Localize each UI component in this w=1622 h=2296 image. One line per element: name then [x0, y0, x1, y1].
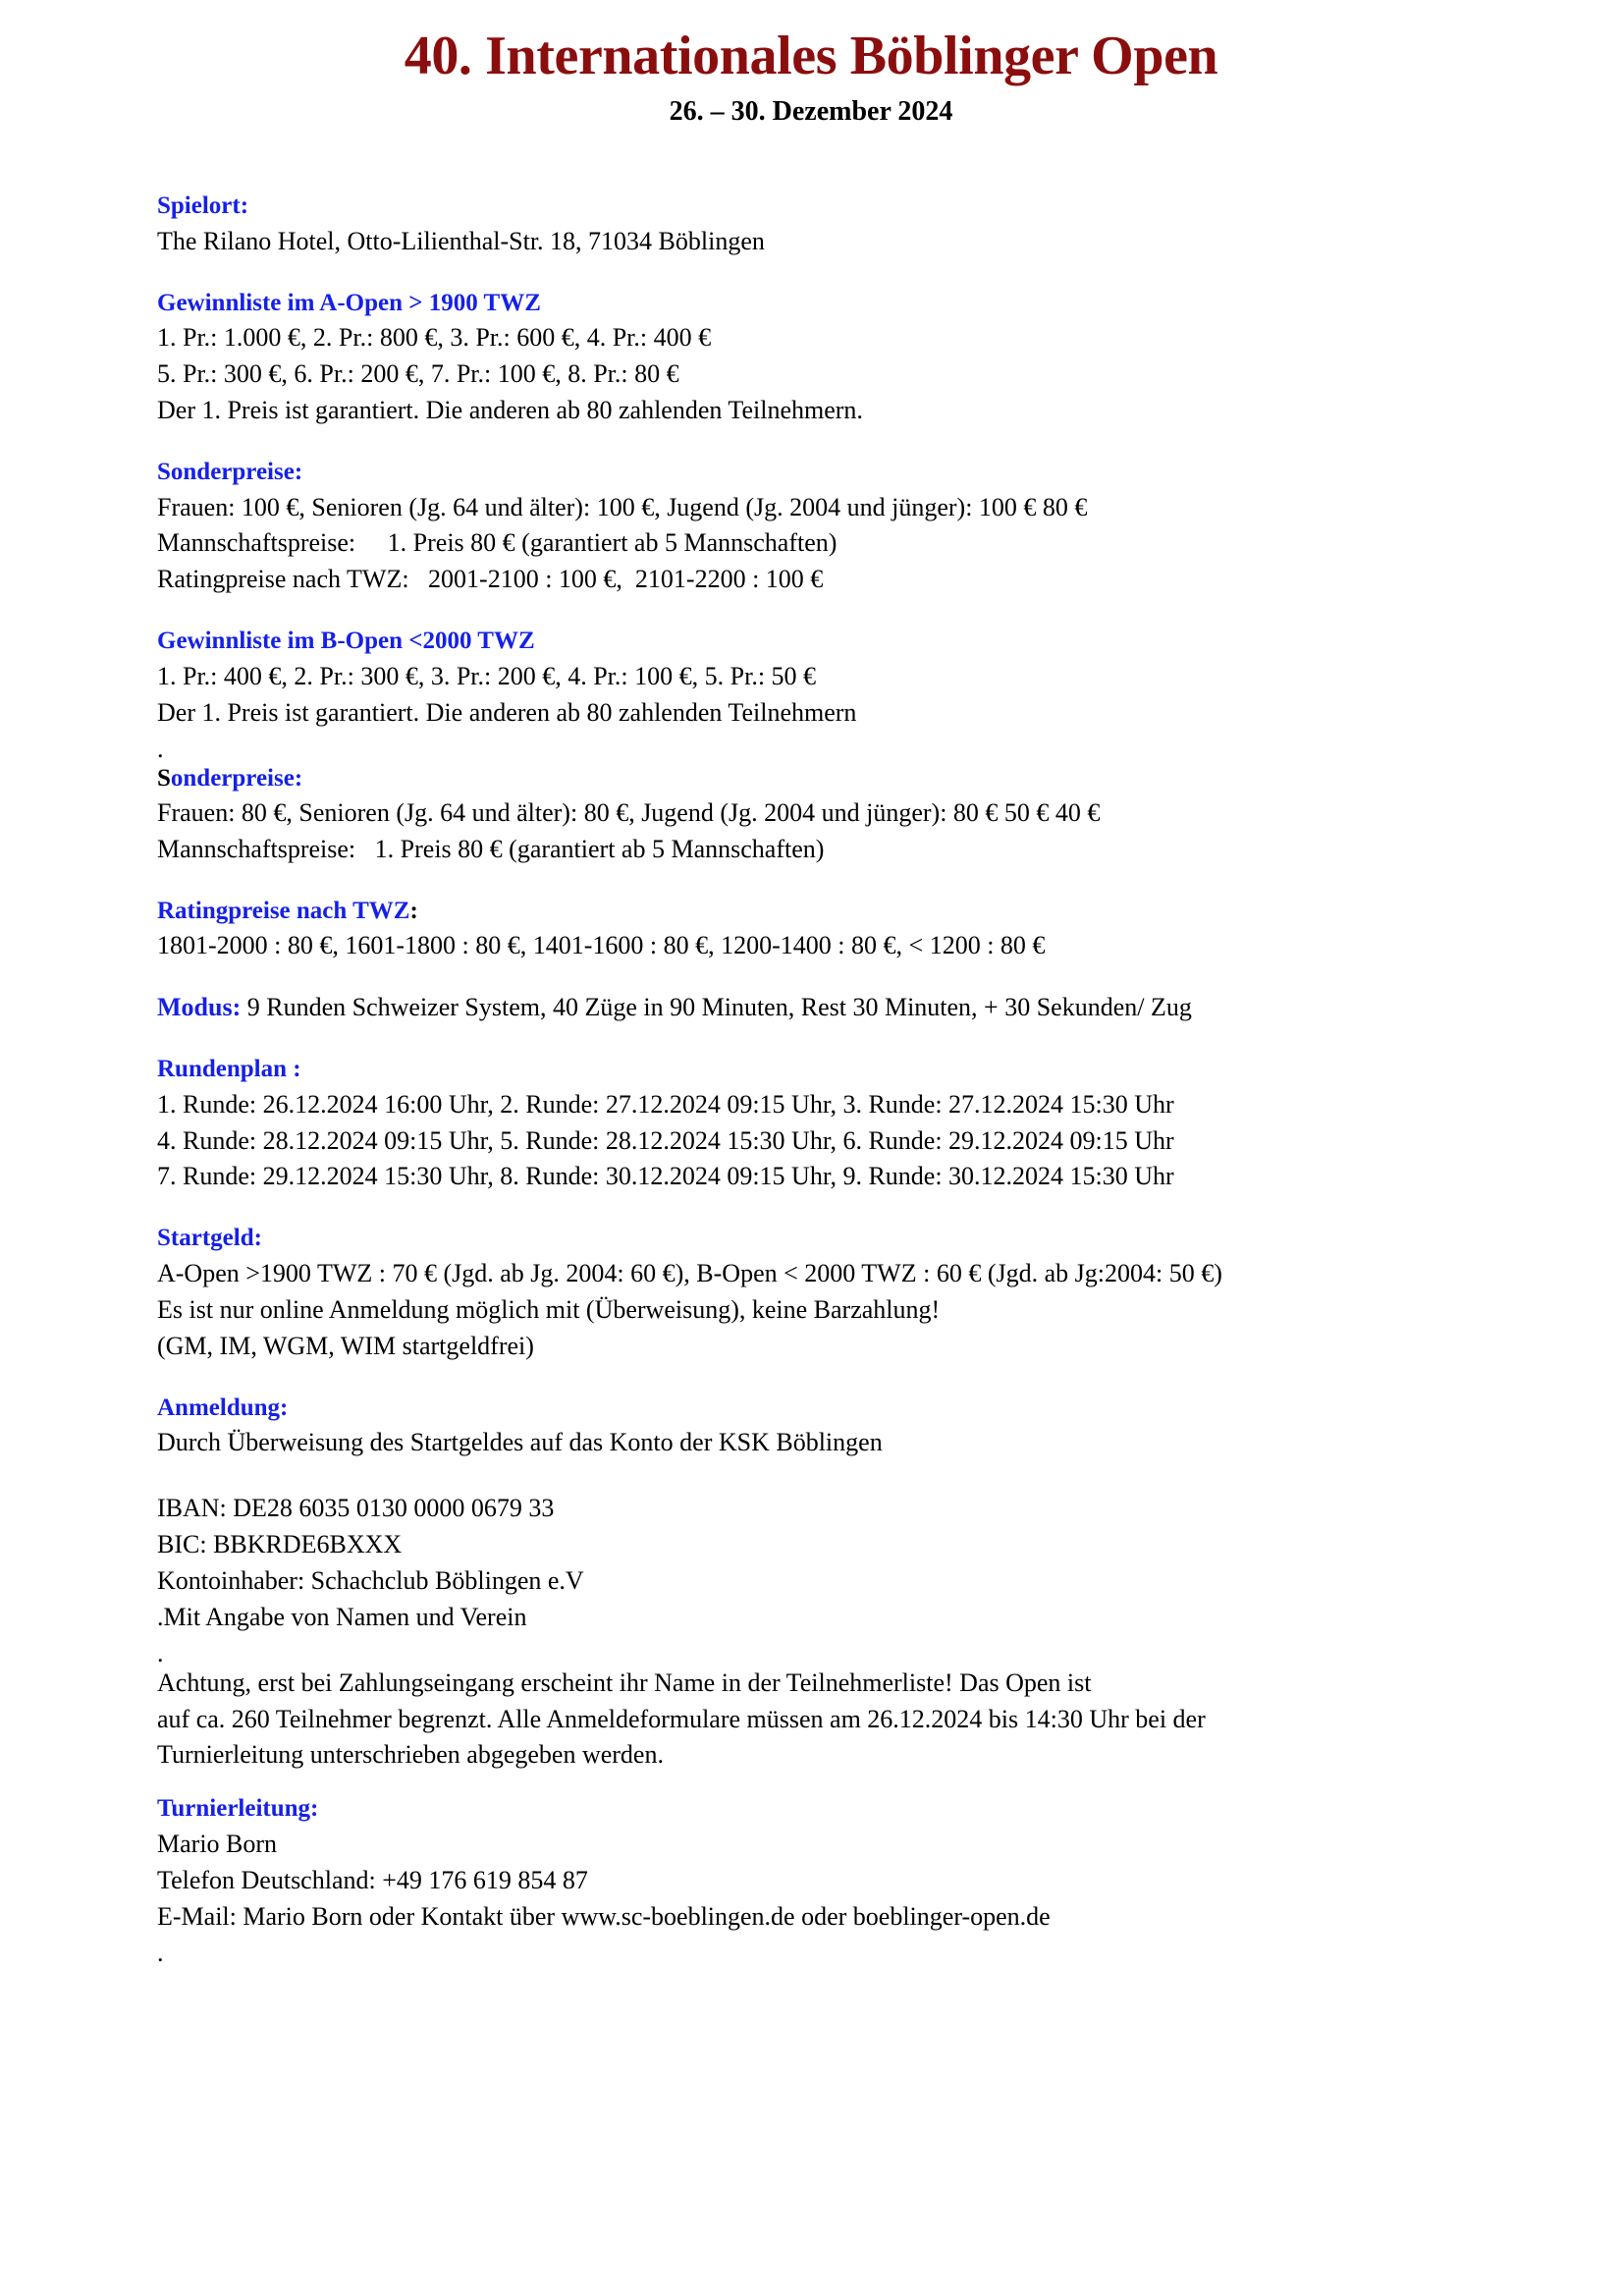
schedule-round-line: 4. Runde: 28.12.2024 09:15 Uhr, 5. Runde: 28.12.2024 15:30 Uhr, 6. Runde: 29.12.2024 09:15 Uhr: [157, 1125, 1174, 1155]
section-modus: [157, 990, 1622, 1026]
entry-fee-heading: Startgeld:: [157, 1225, 262, 1252]
schedule-round-line: 1. Runde: 26.12.2024 16:00 Uhr, 2. Runde: 27.12.2024 09:15 Uhr, 3. Runde: 27.12.2024 15:30 Uhr: [157, 1089, 1174, 1119]
registration-warning-line-3: Turnierleitung unterschrieben abgegeben werden.: [157, 1740, 664, 1770]
registration-warning-line-1: Achtung, erst bei Zahlungseingang erscheint ihr Name in der Teilnehmerliste! Das Open ist: [157, 1667, 1092, 1697]
a-open-special-line-3: Ratingpreise nach TWZ: 2001-2100 : 100 €, 2101-2200 : 100 €: [157, 565, 824, 594]
section-b-open-prizes: [157, 624, 1622, 763]
b-open-prize-line-1: 1. Pr.: 400 €, 2. Pr.: 300 €, 3. Pr.: 200 €, 4. Pr.: 100 €, 5. Pr.: 50 €: [157, 661, 817, 690]
registration-line-1: Durch Überweisung des Startgeldes auf das Konto der KSK Böblingen: [157, 1428, 883, 1457]
b-open-special-heading-lead: S: [157, 764, 171, 792]
registration-iban: IBAN: DE28 6035 0130 0000 0679 33: [157, 1494, 555, 1523]
venue-heading: Spielort:: [157, 192, 249, 220]
entry-fee-line-3: (GM, IM, WGM, WIM startgeldfrei): [157, 1331, 534, 1360]
b-open-special-heading: [157, 761, 1622, 796]
tournament-director-email: E-Mail: Mario Born oder Kontakt über www.sc-boeblingen.de oder boeblinger-open.de: [157, 1901, 1051, 1931]
tournament-direction-heading: Turnierleitung:: [157, 1795, 319, 1823]
venue-address: The Rilano Hotel, Otto-Lilienthal-Str. 18, 71034 Böblingen: [157, 226, 765, 255]
rating-prizes-heading-colon: :: [409, 897, 418, 924]
b-open-special-heading-rest: onderpreise:: [170, 764, 303, 792]
entry-fee-line-2: Es ist nur online Anmeldung möglich mit (Überweisung), keine Barzahlung!: [157, 1294, 941, 1324]
tournament-direction-trailing-dot: .: [157, 1938, 164, 1967]
section-a-open-special-prizes: [157, 455, 1622, 598]
modus-text: 9 Runden Schweizer System, 40 Züge in 90 Minuten, Rest 30 Minuten, + 30 Sekunden/ Zug: [241, 993, 1192, 1022]
a-open-special-line-2: Mannschaftspreise: 1. Preis 80 € (garantiert ab 5 Mannschaften): [157, 528, 838, 558]
schedule-round-line: 7. Runde: 29.12.2024 15:30 Uhr, 8. Runde: 30.12.2024 09:15 Uhr, 9. Runde: 30.12.2024 15:30 Uhr: [157, 1162, 1174, 1191]
section-a-open-prizes: [157, 286, 1622, 429]
section-schedule: [157, 1052, 1622, 1195]
a-open-special-line-1: Frauen: 100 €, Senioren (Jg. 64 und älter): 100 €, Jugend (Jg. 2004 und jünger): 100 € 80 €: [157, 492, 1088, 521]
b-open-special-line-2: Mannschaftspreise: 1. Preis 80 € (garantiert ab 5 Mannschaften): [157, 834, 825, 863]
document-body: [0, 189, 1622, 1967]
b-open-prize-guarantee: Der 1. Preis ist garantiert. Die anderen ab 80 zahlenden Teilnehmern: [157, 697, 857, 727]
entry-fee-line-1: A-Open >1900 TWZ : 70 € (Jgd. ab Jg. 2004: 60 €), B-Open < 2000 TWZ : 60 € (Jgd. ab Jg:2004: 50 €): [157, 1258, 1222, 1287]
registration-heading: Anmeldung:: [157, 1394, 289, 1421]
pre-direction-spacer: [157, 1774, 1622, 1791]
a-open-prizes-heading: Gewinnliste im A-Open > 1900 TWZ: [157, 289, 541, 316]
a-open-prize-line-1: 1. Pr.: 1.000 €, 2. Pr.: 800 €, 3. Pr.: 600 €, 4. Pr.: 400 €: [157, 323, 712, 353]
page-title: 40. Internationales Böblinger Open: [404, 26, 1218, 86]
modus-label: Modus:: [157, 993, 242, 1022]
tournament-director-name: Mario Born: [157, 1829, 278, 1858]
b-open-trailing-dot: .: [157, 734, 164, 763]
modus-line: [157, 990, 1622, 1026]
rating-prizes-heading-text: Ratingpreise nach TWZ: [157, 897, 410, 924]
section-b-open-special-prizes: [157, 761, 1622, 868]
b-open-prizes-heading: Gewinnliste im B-Open <2000 TWZ: [157, 628, 535, 655]
registration-trailing-dot: .: [157, 1638, 164, 1667]
page-subtitle: 26. – 30. Dezember 2024: [669, 95, 953, 127]
registration-bic: BIC: BBKRDE6BXXX: [157, 1529, 403, 1558]
rating-prizes-line-1: 1801-2000 : 80 €, 1601-1800 : 80 €, 1401-1600 : 80 €, 1200-1400 : 80 €, < 1200 : 80 €: [157, 931, 1046, 960]
a-open-special-heading: Sonderpreise:: [157, 459, 303, 486]
registration-warning-line-2: auf ca. 260 Teilnehmer begrenzt. Alle Anmeldeformulare müssen am 26.12.2024 bis 14:30 Uhr bei der: [157, 1704, 1206, 1733]
tournament-director-phone: Telefon Deutschland: +49 176 619 854 87: [157, 1865, 588, 1894]
registration-spacer: [157, 1461, 1622, 1491]
section-registration: [157, 1391, 1622, 1775]
registration-account-holder: Kontoinhaber: Schachclub Böblingen e.V: [157, 1565, 584, 1595]
section-entry-fee: [157, 1221, 1622, 1364]
a-open-prize-guarantee: Der 1. Preis ist garantiert. Die anderen ab 80 zahlenden Teilnehmern.: [157, 396, 863, 425]
b-open-special-line-1: Frauen: 80 €, Senioren (Jg. 64 und älter): 80 €, Jugend (Jg. 2004 und jünger): 80 € 50 € 40 €: [157, 798, 1101, 828]
schedule-heading: Rundenplan :: [157, 1056, 301, 1083]
a-open-prize-line-2: 5. Pr.: 300 €, 6. Pr.: 200 €, 7. Pr.: 100 €, 8. Pr.: 80 €: [157, 359, 679, 389]
registration-note: .Mit Angabe von Namen und Verein: [157, 1602, 527, 1631]
rating-prizes-heading: [157, 894, 1622, 929]
section-tournament-direction: [157, 1791, 1622, 1967]
section-venue: [157, 189, 1622, 259]
section-rating-prizes: [157, 894, 1622, 964]
